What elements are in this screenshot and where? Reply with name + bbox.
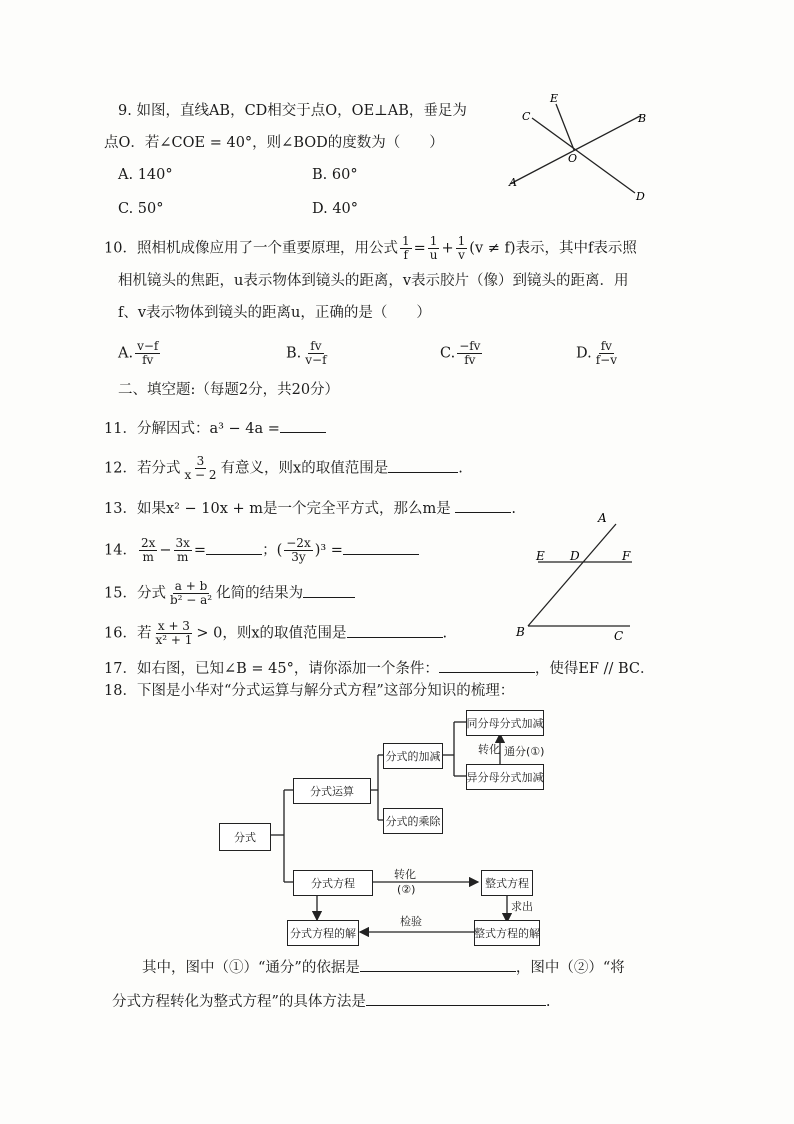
diagram-node-same-denominator: 同分母分式加减	[466, 710, 544, 736]
q9-option-c: C. 50°	[118, 201, 164, 217]
q9-label-d: D	[636, 190, 645, 203]
diagram-label-common-denominator: 通分(①)	[504, 745, 545, 758]
diagram-label-solve: 求出	[511, 900, 533, 913]
q9-option-b: B. 60°	[312, 167, 358, 183]
diagram-node-root: 分式	[219, 823, 271, 851]
diagram-label-circle-2: (②)	[397, 883, 416, 896]
q9-figure	[500, 88, 660, 203]
q17-label-e: E	[536, 549, 545, 563]
q13-answer-blank	[455, 498, 511, 513]
q15: 15．分式 $\frac{a + b}{\text{b² − a²}}$ 化简的结果为	[104, 580, 355, 607]
q18-tail-line1: 其中，图中（①）“通分”的依据是 ，图中（②）“将	[142, 957, 625, 978]
q17: 17．如右图，已知∠B = 45°，请你添加一个条件： ，使得EF // BC．	[104, 658, 654, 679]
q9-line1: 9. 如图，直线AB，CD相交于点O，OE⊥AB，垂足为	[118, 103, 467, 119]
q17-label-b: B	[516, 625, 525, 639]
diagram-node-integral-solution: 整式方程的解	[474, 920, 540, 946]
q9-label-c: C	[522, 110, 531, 123]
q10-option-d: D. $\frac{fv}{f-v}$	[576, 339, 617, 367]
section2-heading: 二、填空题:（每题2分，共20分）	[118, 382, 340, 398]
q11-answer-blank	[280, 418, 326, 433]
q11: 11．分解因式：a³ − 4a =	[104, 418, 326, 439]
diagram-label-transform: 转化	[478, 743, 500, 756]
q17-label-a: A	[598, 511, 607, 525]
q17-label-f: F	[622, 549, 631, 563]
q17-figure	[510, 508, 650, 644]
q18-tail-line2: 分式方程转化为整式方程”的具体方法是 .	[112, 991, 551, 1012]
q9-label-e: E	[550, 92, 559, 105]
q17-answer-blank	[439, 658, 535, 673]
q9-line2: 点O．若∠COE = 40°，则∠BOD的度数为（ ）	[104, 135, 444, 151]
q10-frac-lhs: $\frac{1}{f}$	[401, 234, 410, 262]
diagram-label-check: 检验	[400, 915, 422, 928]
q18-answer-blank-1	[360, 957, 516, 972]
diagram-node-operations: 分式运算	[293, 778, 371, 804]
diagram-label-transform-2: 转化	[394, 868, 416, 881]
q17-label-d: D	[570, 549, 580, 563]
q10-line2: 相机镜头的焦距，u表示物体到镜头的距离，v表示胶片（像）到镜头的距离．用	[118, 273, 629, 289]
q15-answer-blank	[303, 583, 355, 598]
q18-answer-blank-2	[366, 991, 546, 1006]
q9-label-a: A	[509, 176, 517, 189]
q10-option-b: B. $\frac{fv}{v-f}$	[286, 339, 327, 367]
q17-label-c: C	[614, 629, 624, 643]
q12: 12．若分式 $\frac{3}{x - 2}$ 有意义，则x的取值范围是 .	[104, 454, 463, 482]
q12-answer-blank	[388, 458, 458, 473]
q14-answer-blank-2	[343, 540, 419, 555]
q16: 16．若 $\frac{x + 3}{\text{x² + 1}}$ > 0，则x的取值范围是 .	[104, 619, 448, 647]
q14: 14． $\frac{2x}{m}$ − $\frac{3x}{m}$ = ；( $\frac{-2x}{3y}$ )³ =	[104, 537, 419, 564]
q16-answer-blank	[347, 623, 443, 638]
diagram-node-mul-div: 分式的乘除	[383, 808, 443, 834]
q10-line1: 10．照相机成像应用了一个重要原理，用公式 $\frac{1}{f}$ = $\frac{1}{u}$ + $\frac{1}{v}$ (v ≠ f)表示，其中f表示照	[104, 234, 637, 262]
q10-line3: f、v表示物体到镜头的距离u，正确的是（ ）	[118, 305, 431, 321]
diagram-node-integral-equation: 整式方程	[481, 870, 533, 896]
diagram-node-add-sub: 分式的加减	[383, 743, 443, 769]
q10-option-a: A. $\frac{v-f}{fv}$	[118, 339, 159, 367]
q10-option-c: C. $\frac{-fv}{fv}$	[440, 339, 481, 367]
q9-option-a: A. 140°	[118, 167, 173, 183]
diagram-node-equation: 分式方程	[293, 870, 373, 896]
diagram-node-diff-denominator: 异分母分式加减	[466, 764, 544, 790]
diagram-node-fraction-solution: 分式方程的解	[287, 920, 359, 946]
q13: 13．如果x² − 10x + m是一个完全平方式，那么m是 .	[104, 498, 516, 519]
q9-option-d: D. 40°	[312, 201, 359, 217]
q9-label-b: B	[638, 112, 647, 125]
q9-label-o: O	[568, 152, 578, 165]
q14-answer-blank-1	[206, 540, 262, 555]
q18-text: 18．下图是小华对“分式运算与解分式方程”这部分知识的梳理：	[104, 683, 515, 699]
